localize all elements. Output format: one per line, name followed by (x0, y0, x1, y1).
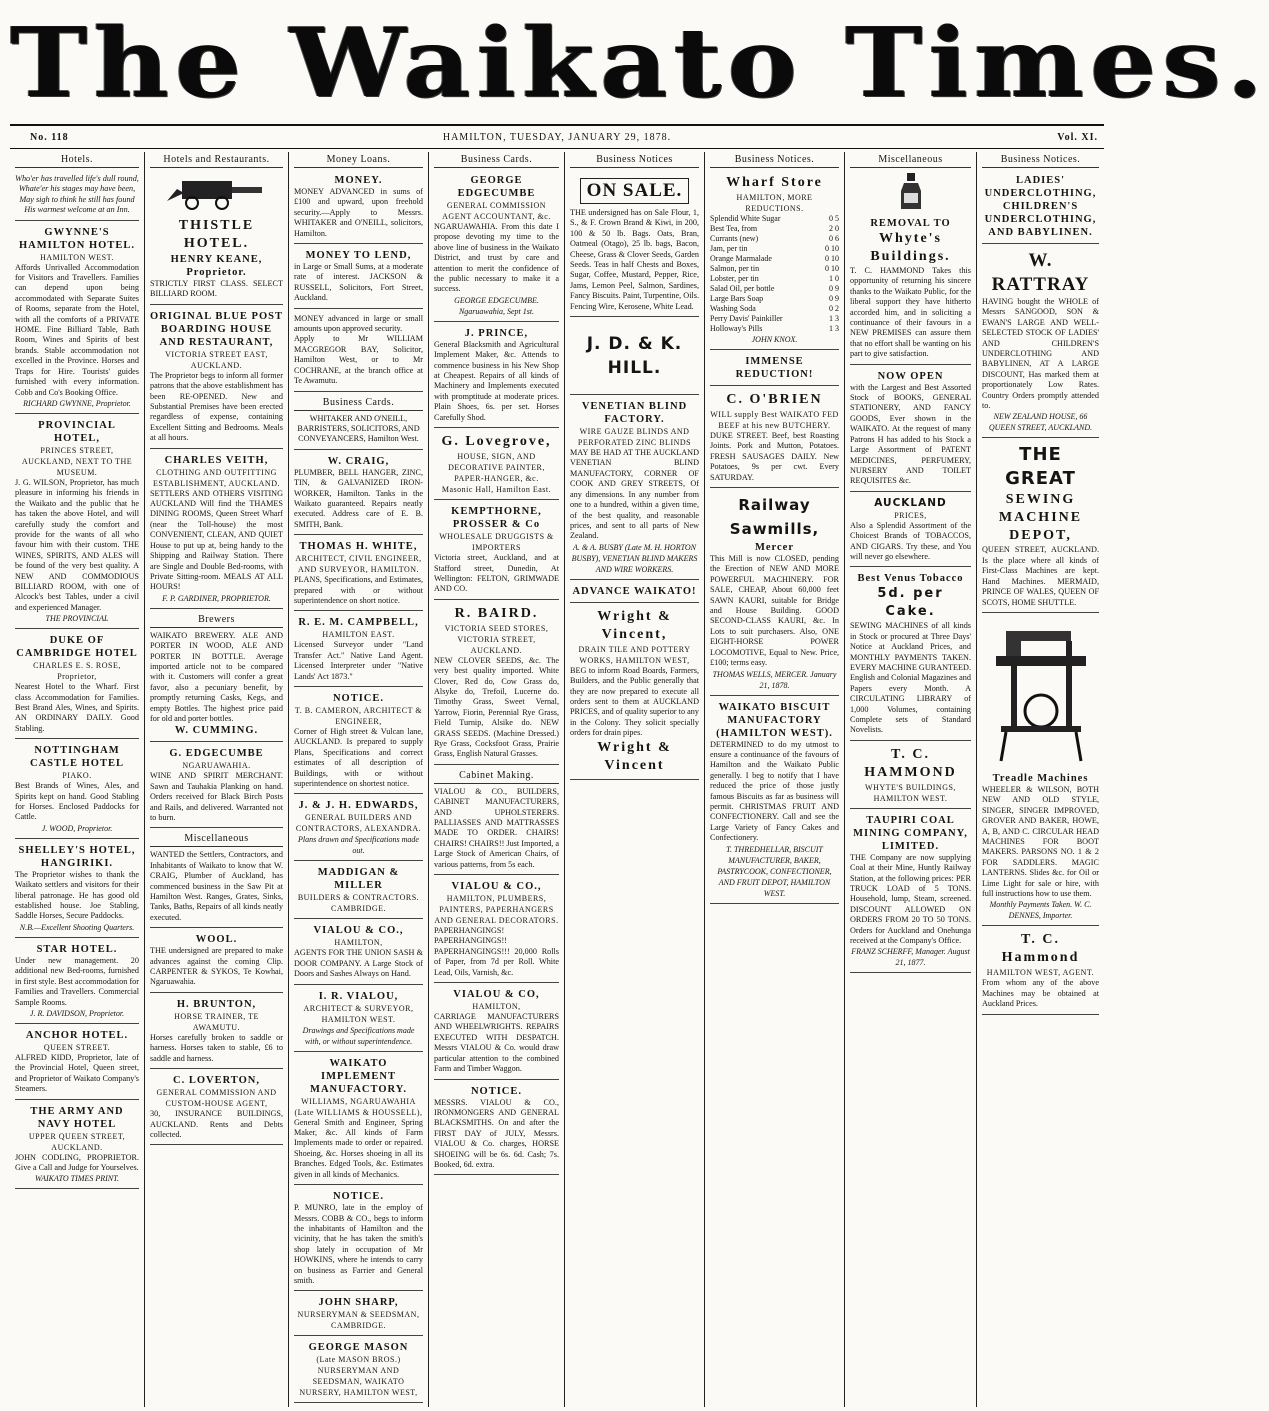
ad-shelleys-hotel: SHELLEY'S HOTEL, HANGIRIKI. The Proprietor wishes to thank the Waikato settlers and visitors for their liberal patronage. He has good old established house. Joe Stabling, Saddle Horses, Secure Paddocks. N.B.—Excellent Shooting Quarters. (15, 841, 139, 938)
price-row: Splendid White Sugar 0 5 (710, 214, 839, 223)
ad-miscellaneous-craig: Miscellaneous WANTED the Settlers, Contractors, and Inhabitants of Waikato to know that W. CRAIG, Plumber of Auckland, has commenced business in the Saw Pit at Hamilton West. Ranges, Grates, Sinks, Tanks, Baths, Repairs of all kinds neatly executed. (150, 830, 283, 928)
price-row: Perry Davis' Painkiller 1 3 (710, 314, 839, 323)
column-business-notices-a (565, 152, 705, 1407)
ad-vialou-notice: NOTICE. MESSRS. VIALOU & CO., IRONMONGERS AND GENERAL BLACKSMITHS. On and after the FIRST DAY of JULY, Messrs. VIALOU & Co. charges, HORSE SHOEING will be 6s. 6d. Cash; 7s. Booked, 6d. extra. (434, 1082, 559, 1176)
ad-c-obrien: C. O'BRIEN WILL supply Best WAIKATO FED BEEF at his new BUTCHERY. DUKE STREET. Beef, best Roasting Joints. Pork and Mutton, Potatoes. FRESH SAUSAGES DAILY. New Potatoes, 9s per cwt. Every SATURDAY. (710, 388, 839, 488)
ad-sewing-machine-depot: THE GREAT SEWING MACHINE DEPOT, QUEEN STREET, AUCKLAND. Is the place where all kinds of First-Class Machines are kept. Hand Machines. MERMAID, PRINCE OF WALES, QUEEN OF SCOTS, HOME SHUTTLE. (982, 440, 1099, 612)
ad-lovegrove: G. Lovegrove, HOUSE, SIGN, AND DECORATIVE PAINTER, PAPER-HANGER, &c. Masonic Hall, Hamilton East. (434, 430, 559, 500)
ad-i-r-vialou: I. R. VIALOU, ARCHITECT & SURVEYOR, HAMILTON WEST. Drawings and Specifications made with, or without superintendence. (294, 987, 423, 1052)
bottle-illustration-icon (896, 171, 926, 211)
ad-railway-sawmills: Railway Sawmills, Mercer This Mill is now CLOSED, pending the Erection of NEW AND MORE POWERFUL MACHINERY. FOR SALE, CHEAP, About 60,000 feet SAWN KAURI, suitable for Bridge and House Building. GOOD SECOND-CLASS KAURI, &c. In Lots to suit purchasers. Also, ONE EIGHT-HORSE POWER LOCOMOTIVE, Equal to New. Price, £100; terms easy. THOMAS WELLS, MERCER. January 21, 1878. (710, 490, 839, 695)
ad-cameron-notice: NOTICE. T. B. CAMERON, ARCHITECT & ENGINEER, Corner of High street & Vulcan lane, AUCKLAND. Is prepared to supply Plans, Specifications and correct estimates of all description of Buildings, with or without superintendence on shortest notice. (294, 689, 423, 794)
column-heading: Money Loans. (294, 154, 423, 168)
ad-john-sharp: JOHN SHARP, NURSERYMAN & SEEDSMAN, CAMBRIDGE. (294, 1293, 423, 1336)
column-heading: Hotels. (15, 154, 139, 168)
column-hotels (10, 152, 145, 1407)
price-row: Holloway's Pills 1 3 (710, 324, 839, 333)
ad-wright-vincent: Wright & Vincent, DRAIN TILE AND POTTERY WORKS, HAMILTON WEST, BEG to inform Road Boards, Farmers, Builders, and the Public generally that they are now prepared to execute all orders sent to them at AUCKLAND PRICES, and of quality superior to any in the Colony. They solicit specially orders for drain pipes. Wright & Vincent (570, 605, 699, 780)
ad-nottingham-castle: NOTTINGHAM CASTLE HOTEL PIAKO. Best Brands of Wines, Ales, and Spirits kept on hand. Good Stabling for Horses. Enclosed Paddocks for Cattle. J. WOOD, Proprietor. (15, 741, 139, 839)
ad-army-navy-hotel: THE ARMY AND NAVY HOTEL UPPER QUEEN STREET, AUCKLAND. JOHN CODLING, PROPRIETOR. Give a Call and Judge for Yourselves. WAIKATO TIMES PRINT. (15, 1102, 139, 1190)
ad-on-sale: ON SALE. THE undersigned has on Sale Flour, 1, S., & F. Crown Brand & Kiwi, in 200, 100 & 50 lb. Bags. Oats, Bran, Oatmeal (Otago), 25 lb. bags, Bacon, Cheese, Grass & Clover Seeds, Garden Seeds. Teas in half Chests and Boxes, Sugar, Coffee, Mustard, Pepper, Rice, Jams, Lemon Peel, Salmon, Sardines, Fancy Biscuits. Paint, Turpentine, Oils. Fencing Wire, Kerosene, White Lead. (570, 171, 699, 317)
sewing-machine-illustration-icon (986, 616, 1096, 766)
ad-george-edgecumbe: GEORGE EDGECUMBE GENERAL COMMISSION AGENT ACCOUNTANT, &c. NGARUAWAHIA. From this date I propose devoting my time to the above line of business in the Waikato District, and trust by care and attention to merit the confidence of the public necessary to make it a success. GEORGE EDGECUMBE. Ngaruawahia, Sept 1st. (434, 171, 559, 322)
ad-whitaker-oneill: Business Cards. WHITAKER AND O'NEILL, BARRISTERS, SOLICITORS, AND CONVEYANCERS, Hamilton West. (294, 394, 423, 450)
ad-j-prince: J. PRINCE, General Blacksmith and Agricultural Implement Maker, &c. Attends to commence business in his New Shop at Cheapest. Repairs of all kinds of Machinery and Implements executed with promptitude at moderate prices. Plain Shoes, 6s. per set. Horses Carefully Shod. (434, 324, 559, 428)
column-business-notices-c (977, 152, 1104, 1407)
ad-biscuit-manufactory: WAIKATO BISCUIT MANUFACTORY (HAMILTON WEST). DETERMINED to do my utmost to ensure a continuance of the favours of Hamilton and the Waikato Public generally. I beg to notify that I have reduced the price of those justly famous Biscuits as far as business will permit. CHRISTMAS FRUIT AND CONFECTIONERY. Call and see the Large Variety of Fancy Cakes and Confectionery. T. THREDHELLAR, BISCUIT MANUFACTURER, BAKER, PASTRYCOOK, CONFECTIONER, AND FRUIT DEPOT, HAMILTON WEST. (710, 698, 839, 904)
ad-kempthorne-prosser: KEMPTHORNE, PROSSER & Co WHOLESALE DRUGGISTS & IMPORTERS Victoria street, Auckland, and at Stafford street, Dunedin, At Wellington: FELTON, GRIMWADE AND CO. (434, 502, 559, 600)
ad-vialou-plumbers: VIALOU & CO., HAMILTON, PLUMBERS, PAINTERS, PAPERHANGERS AND GENERAL DECORATORS. PAPERHANGINGS! PAPERHANGINGS!! PAPERHANGINGS!!! 20,000 Rolls of Paper, from 7d per Roll. White Lead, Oils, Varnish, &c. (434, 877, 559, 983)
column-heading: Business Notices. (982, 154, 1099, 168)
price-row: Best Tea, from 2 0 (710, 224, 839, 233)
ad-star-hotel: STAR HOTEL. Under new management. 20 additional new Bed-rooms, furnished in first style. Best accommodation for Families and Travellers. Commercial Sample Rooms. J. R. DAVIDSON, Proprietor. (15, 940, 139, 1024)
ad-munro-notice: NOTICE. P. MUNRO, late in the employ of Messrs. COBB & CO., begs to inform the inhabitants of Hamilton and the vicinity, that he has taken the smith's shop lately in occupation of Mr HOWKINS, where he intends to carry on business as Farrier and General smith. (294, 1187, 423, 1291)
columns (10, 152, 1104, 1407)
ad-underclothing: LADIES' UNDERCLOTHING, CHILDREN'S UNDERCLOTHING, AND BABYLINEN. (982, 171, 1099, 244)
ad-money-to-lend: MONEY TO LEND, in Large or Small Sums, at a moderate rate of interest. JACKSON & RUSSELL, Solicitors, Fort Street, Auckland. (294, 246, 423, 309)
ad-gwynnes-hotel: GWYNNE'S HAMILTON HOTEL. HAMILTON WEST. Affords Unrivalled Accommodation for Visitors and Travellers. Families can depend upon being accommodated with Separate Suites of Rooms, separate from the Hotel, with all the comforts of a PRIVATE HOME. Fine Billiard Table, Bath Room, Wines and Spirits of best brands. Stable accommodation not excelled in the Province. Horses and Traps for Hire. Tourists' guides furnished with every information. Cobb and Co's Booking Office. RICHARD GWYNNE, Proprietor. (15, 223, 139, 414)
price-row: Jam, per tin 0 10 (710, 244, 839, 253)
ad-r-baird: R. BAIRD. VICTORIA SEED STORES, VICTORIA STREET, AUCKLAND. NEW CLOVER SEEDS, &c. The very best quality imported. White Clover, Red do, Cow Grass do, Alsyke do, Trefoil, Lucerne do. Timothy Grass, Sweet Vernal, Yarrow, Fiorin, Perennial Rye Grass, Field Turnip, Alsike do. NEW GRASS SEEDS. (Machine Dressed.) Rye Grass, Cocksfoot Grass, Prairie Grass, English Natural Grasses. (434, 602, 559, 765)
ad-now-open: NOW OPEN with the Largest and Best Assorted Stock of BOOKS, GENERAL STATIONERY, AND FANCY GOODS, Ever shown in the WAIKATO. At the request of many Patrons H has added to his Stock a Large Assortment of PATENT MEDICINES, PERFUMERY, NURSERY AND TOILET REQUISITES &c. (850, 367, 971, 492)
ad-auckland-prices: AUCKLAND PRICES, Also a Splendid Assortment of the Choicest Brands of TOBACCOS, AND CIGARS. Try these, and You will never go elsewhere. (850, 494, 971, 568)
volume-number: Vol. XI. (1057, 132, 1098, 143)
dateline-bar (10, 130, 1104, 149)
dateline: HAMILTON, TUESDAY, JANUARY 29, 1878. (442, 132, 672, 143)
ad-thistle-hotel: THISTLE HOTEL. HENRY KEANE, Proprietor. STRICTLY FIRST CLASS. SELECT BILLIARD ROOM. (150, 214, 283, 305)
ad-implement-manufactory: WAIKATO IMPLEMENT MANUFACTORY. WILLIAMS, NGARUAWAHIA (Late WILLIAMS & HOUSSELL), General Smith and Engineer, Spring Maker, &c. All kinds of Farm Implements made to order or repaired. Shoeing, &c. Horses shoeing in all its Branches. Edged Tools, &c. Estimates given in all kinds of Mechanics. (294, 1054, 423, 1185)
stagecoach-illustration-icon (162, 171, 272, 211)
ad-duke-of-cambridge: DUKE OF CAMBRIDGE HOTEL CHARLES E. S. ROSE, Proprietor, Nearest Hotel to the Wharf. First class Accommodation for Families. Best Brand Ales, Wines, and Spirits. AN ORDINARY DAILY. Good Stabling. (15, 631, 139, 739)
ad-blue-post: ORIGINAL BLUE POST BOARDING HOUSE AND RESTAURANT, VICTORIA STREET EAST, AUCKLAND. The Proprietor begs to inform all former patrons that the above establishment has been RE-OPENED. New and Substantial Premises have been erected regardless of expense, containing Excellent Sitting and Bedrooms. Meals at all hours. (150, 307, 283, 449)
ad-brunton: H. BRUNTON, HORSE TRAINER, TE AWAMUTU. Horses carefully broken to saddle or harness. Horses taken to stable, £6 to saddle and harness. (150, 995, 283, 1069)
ad-loverton: C. LOVERTON, GENERAL COMMISSION AND CUSTOM-HOUSE AGENT, 30, INSURANCE BUILDINGS, AUCKLAND. Rents and Debts collected. (150, 1071, 283, 1145)
ad-money: MONEY. MONEY ADVANCED in sums of £100 and upward, upon freehold security.—Apply to Messrs. WHITAKER and O'NEILL, solicitors, Hamilton. (294, 171, 423, 244)
ad-money-advanced: MONEY advanced in large or small amounts upon approved security. Apply to Mr WILLIAM MACGREGOR BAY, Solicitor, Hamilton West, or to Mr COCHRANE, at the branch office at Te Awamutu. (294, 311, 423, 392)
ad-waikato-brewery: Brewers WAIKATO BREWERY. ALE AND PORTER IN WOOD, ALE AND PORTER IN BOTTLE. Average imported article not to be compared with it. Customers will confer a great favor, also a pecuniary benefit, by promptly returning Casks, Kegs, and empty Bottles. The highest price paid for old and porter bottles. W. CUMMING. (150, 611, 283, 743)
ad-edwards: J. & J. H. EDWARDS, GENERAL BUILDERS AND CONTRACTORS, ALEXANDRA. Plans drawn and Specifications made out. (294, 796, 423, 861)
price-row: Large Bars Soap 0 9 (710, 294, 839, 303)
ad-w-rattray: W. RATTRAY HAVING bought the WHOLE of Messrs SANGOOD, SON & EWAN'S LARGE AND WELL-SELECTED STOCK OF LADIES' AND CHILDREN'S UNDERCLOTHING AND BABYLINEN, AT A LARGE DISCOUNT, Has marked them at proportionately Low Rates. Country Orders promptly attended to. NEW ZEALAND HOUSE, 66 QUEEN STREET, AUCKLAND. (982, 246, 1099, 438)
ad-vialou-carriage: VIALOU & CO, HAMILTON, CARRIAGE MANUFACTURERS AND WHEELWRIGHTS. REPAIRS EXECUTED WITH DESPATCH. Messrs VIALOU & Co. would draw particular attention to the combined Farm and Timber Waggon. (434, 985, 559, 1079)
price-row: Washing Soda 0 2 (710, 304, 839, 313)
column-money-loans (289, 152, 429, 1407)
ad-vialou-union-sash: VIALOU & CO., HAMILTON, AGENTS FOR THE UNION SASH & DOOR COMPANY. A Large Stock of Doors and Sashes Always on Hand. (294, 921, 423, 984)
ad-taupiri-coal: TAUPIRI COAL MINING COMPANY, LIMITED. THE Company are now supplying Coal at their Mine, Huntly Railway Station, at the following prices: PER TRUCK LOAD of 5 TONS. Household, lump, Steam, screened. DISCOUNT ALLOWED ON ORDERS FROM 20 TO 50 TONS. Orders for Auckland and Onehunga received at the Company's Office. FRANZ SCHERFF, Manager. August 21, 1877. (850, 811, 971, 974)
column-heading: Hotels and Restaurants. (150, 154, 283, 168)
masthead (10, 5, 1269, 126)
ad-removal: REMOVAL TO Whyte's Buildings. T. C. HAMMOND Takes this opportunity of returning his sincere thanks to the Waikato Public, for the liberal support they have hitherto accorded him, and in soliciting a continuance of their favours in a NEW PREMISES can assure them that no effort shall be wanting on his part to give satisfaction. (850, 214, 971, 365)
ad-tc-hammond-agent: T. C. Hammond HAMILTON WEST, AGENT. From whom any of the above Machines may be obtained at Auckland Prices. (982, 928, 1099, 1014)
price-row: Salad Oil, per bottle 0 9 (710, 284, 839, 293)
ad-tc-hammond: T. C. HAMMOND WHYTE'S BUILDINGS, HAMILTON WEST. (850, 743, 971, 809)
ad-g-edgecumbe-wine: G. EDGECUMBE NGARUAWAHIA. WINE AND SPIRIT MERCHANT. Sawn and Tauhakia Planking on hand. Orders received for Black Birch Posts and Rails, and delivered. Warranted not to burn. (150, 744, 283, 828)
ad-charles-veith: CHARLES VEITH, CLOTHING AND OUTFITTING ESTABLISHMENT, AUCKLAND. SETTLERS AND OTHERS VISITING AUCKLAND Will find the THAMES DINING ROOMS, Queen Street Wharf (near the Toll-house) the most CONVENIENT, CLEAN, AND QUIET House to put up at, being handy to the Shipping and Railway Station. There are Single and Double Bed-rooms, with Private Sitting-room. MEALS AT ALL HOURS! F. P. GARDINER, PROPRIETOR. (150, 451, 283, 609)
ad-treadle-machines: Treadle Machines WHEELER & WILSON, BOTH NEW AND OLD STYLE, SINGER, SINGER IMPROVED, GROVER AND BAKER, HOWE, A, B, AND C. CIRCULAR HEAD MACHINES FOR BOOT MAKERS. PARSONS NO. 1 & 2 FOR SADDLERS. MAGIC LANTERNS. Slides &c. for Oil or Lime Light for sale or hire, with full instructions how to use them. Monthly Payments Taken. W. C. DENNES, Importer. (982, 769, 1099, 926)
ad-venus-tobacco: Best Venus Tobacco 5d. per Cake. SEWING MACHINES of all kinds in Stock or procured at Three Days' Notice at Auckland Prices, and MONTHLY PAYMENTS TAKEN. EVERY MACHINE GURANTEED. English and Colonial Magazines and Papers every Month. A CIRCULATING LIBRARY of 1,000 Volumes, containing Complete sets of Standard Novelists. (850, 569, 971, 740)
column-business-cards (429, 152, 565, 1407)
price-row: Currants (new) 0 6 (710, 234, 839, 243)
column-business-notices-b (705, 152, 845, 1407)
newspaper-title: The Waikato Times. (10, 5, 1269, 120)
ad-advance-waikato: ADVANCE WAIKATO! (570, 582, 699, 603)
issue-number: No. 118 (30, 132, 69, 143)
ad-immense-reduction: IMMENSE REDUCTION! (710, 352, 839, 386)
column-miscellaneous (845, 152, 977, 1407)
ad-venetian-blind: VENETIAN BLIND FACTORY. WIRE GAUZE BLINDS AND PERFORATED ZINC BLINDS MAY BE HAD AT THE AUCKLAND VENETIAN BLIND MANUFACTORY, CORNER OF COOK AND GREY STREETS, Of any dimensions. In any number from one to a hundred, within a given time, of the best quality, and reasonable prices, and sent to all parts of New Zealand. A. & A. BUSBY (Late M. H. HORTON BUSBY), VENETIAN BLIND MAKERS AND WIRE WORKERS. (570, 397, 699, 580)
price-row: Orange Marmalade 0 10 (710, 254, 839, 263)
ad-jd-k-hill: J. D. & K. HILL. (570, 319, 699, 395)
column-heading: Business Notices. (710, 154, 839, 168)
price-list (710, 214, 839, 334)
price-row: Salmon, per tin 0 10 (710, 264, 839, 273)
ad-anchor-hotel: ANCHOR HOTEL. QUEEN STREET. ALFRED KIDD, Proprietor, late of the Provincial Hotel, Queen street, and Proprietor of Waikato Company's Steamers. (15, 1026, 139, 1100)
ad-w-craig: W. CRAIG, PLUMBER, BELL HANGER, ZINC, TIN, & GALVANIZED IRON-WORKER, Hamilton. Tanks in the Waikato guaranteed. Repairs neatly executed. Address care of E. B. SMITH, Bank. (294, 452, 423, 535)
ad-provincial-hotel: PROVINCIAL HOTEL, PRINCES STREET, AUCKLAND, NEXT TO THE MUSEUM. J. G. WILSON, Proprietor, has much pleasure in informing his friends in the Waikato and the public that he has taken the above Hotel, and will carefully study the comfort and provide for the wants of all who favour him with their custom. THE WINES, SPIRITS, AND ALES will be found of the very best quality. A NEW AND COMMODIOUS BILLIARD ROOM, with one of Alcock's best Tables, under a civil and experienced Manager. THE PROVINCIAL (15, 416, 139, 629)
ad-maddigan-miller: MADDIGAN & MILLER BUILDERS & CONTRACTORS. CAMBRIDGE. (294, 863, 423, 919)
verse: Who'er has travelled life's dull round, Whate'er his stages may have been, May sigh to think he still has found His warmest welcome at an Inn. (15, 171, 139, 221)
column-heading: Business Notices (570, 154, 699, 168)
ad-thomas-white: THOMAS H. WHITE, ARCHITECT, CIVIL ENGINEER, AND SURVEYOR, HAMILTON. PLANS, Specifications, and Estimates, prepared with or without superintendence on short notice. (294, 537, 423, 611)
ad-cabinet-making: Cabinet Making. VIALOU & CO., BUILDERS, CABINET MANUFACTURERS, AND UPHOLSTERERS. PALLIASSES AND MATTRASSES MADE TO ORDER. CHAIRS! CHAIRS! CHAIRS!! Just Imported, a Large Stock of American Chairs, of various patterns, from 5s each. (434, 767, 559, 875)
column-heading: Miscellaneous (850, 154, 971, 168)
column-hotels-restaurants (145, 152, 289, 1407)
ad-wharf-store: Wharf Store HAMILTON, MORE REDUCTIONS. Splendid White Sugar 0 5 Best Tea, from 2 0 Currants (new) 0 6 Jam, per tin 0 10 Orange Marmalade 0 10 Salmon, per tin 0 10 Lobster, per tin 1 0 Salad Oil, per bottle 0 9 Large Bars Soap 0 9 Washing Soda 0 2 Perry Davis' Painkiller 1 3 Holloway's Pills 1 3 JOHN KNOX. (710, 171, 839, 350)
column-heading: Business Cards. (434, 154, 559, 168)
price-row: Lobster, per tin 1 0 (710, 274, 839, 283)
ad-wool: WOOL. THE undersigned are prepared to make advances against the coming Clip. CARPENTER & SYKOS, Te Kowhai, Ngaruawahia. (150, 930, 283, 993)
ad-george-mason: GEORGE MASON (Late MASON BROS.) NURSERYMAN AND SEEDSMAN, WAIKATO NURSERY, HAMILTON WEST, (294, 1338, 423, 1403)
ad-campbell: R. E. M. CAMPBELL, HAMILTON EAST. Licensed Surveyor under "Land Transfer Act." Native Land Agent. Licensed Interpreter under "Native Lands' Act 1873." (294, 613, 423, 687)
